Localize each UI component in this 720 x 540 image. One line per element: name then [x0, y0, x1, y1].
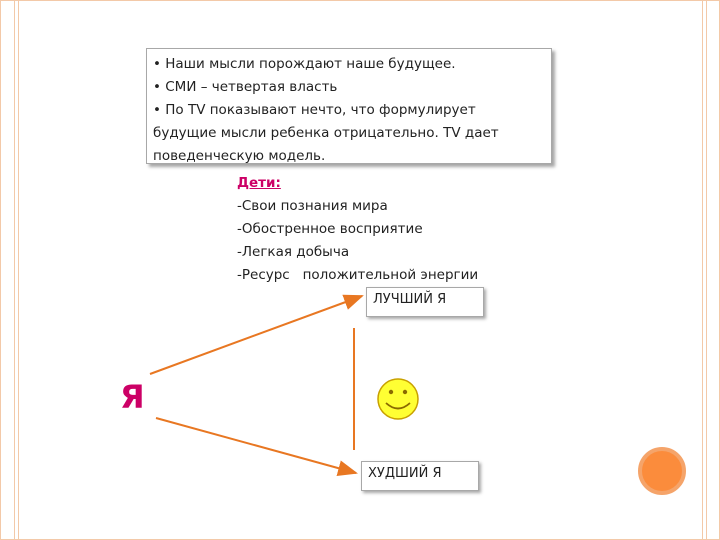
kids-item: -Легкая добыча	[237, 244, 350, 260]
kids-item: -Обостренное восприятие	[237, 221, 423, 237]
statement-line: • СМИ – четвертая власть	[153, 79, 338, 95]
self-label: Я	[120, 378, 145, 416]
kids-item: -Ресурс положительной энергии	[237, 267, 479, 283]
arrow-to-best	[150, 296, 362, 374]
kids-item: -Свои познания мира	[237, 198, 388, 214]
smiley-icon	[378, 379, 418, 419]
arrow-to-worst	[156, 418, 356, 473]
kids-title: Дети:	[237, 175, 281, 191]
statement-line: • По TV показывают нечто, что формулирует	[153, 102, 476, 118]
worst-self-box: ХУДШИЙ Я	[361, 461, 479, 491]
statement-line: будущие мысли ребенка отрицательно. TV дает	[153, 125, 499, 141]
best-self-box: ЛУЧШИЙ Я	[366, 287, 484, 317]
statement-line: • Наши мысли порождают наше будущее.	[153, 56, 456, 72]
decorative-circle	[640, 449, 684, 493]
statement-line: поведенческую модель.	[153, 148, 326, 164]
